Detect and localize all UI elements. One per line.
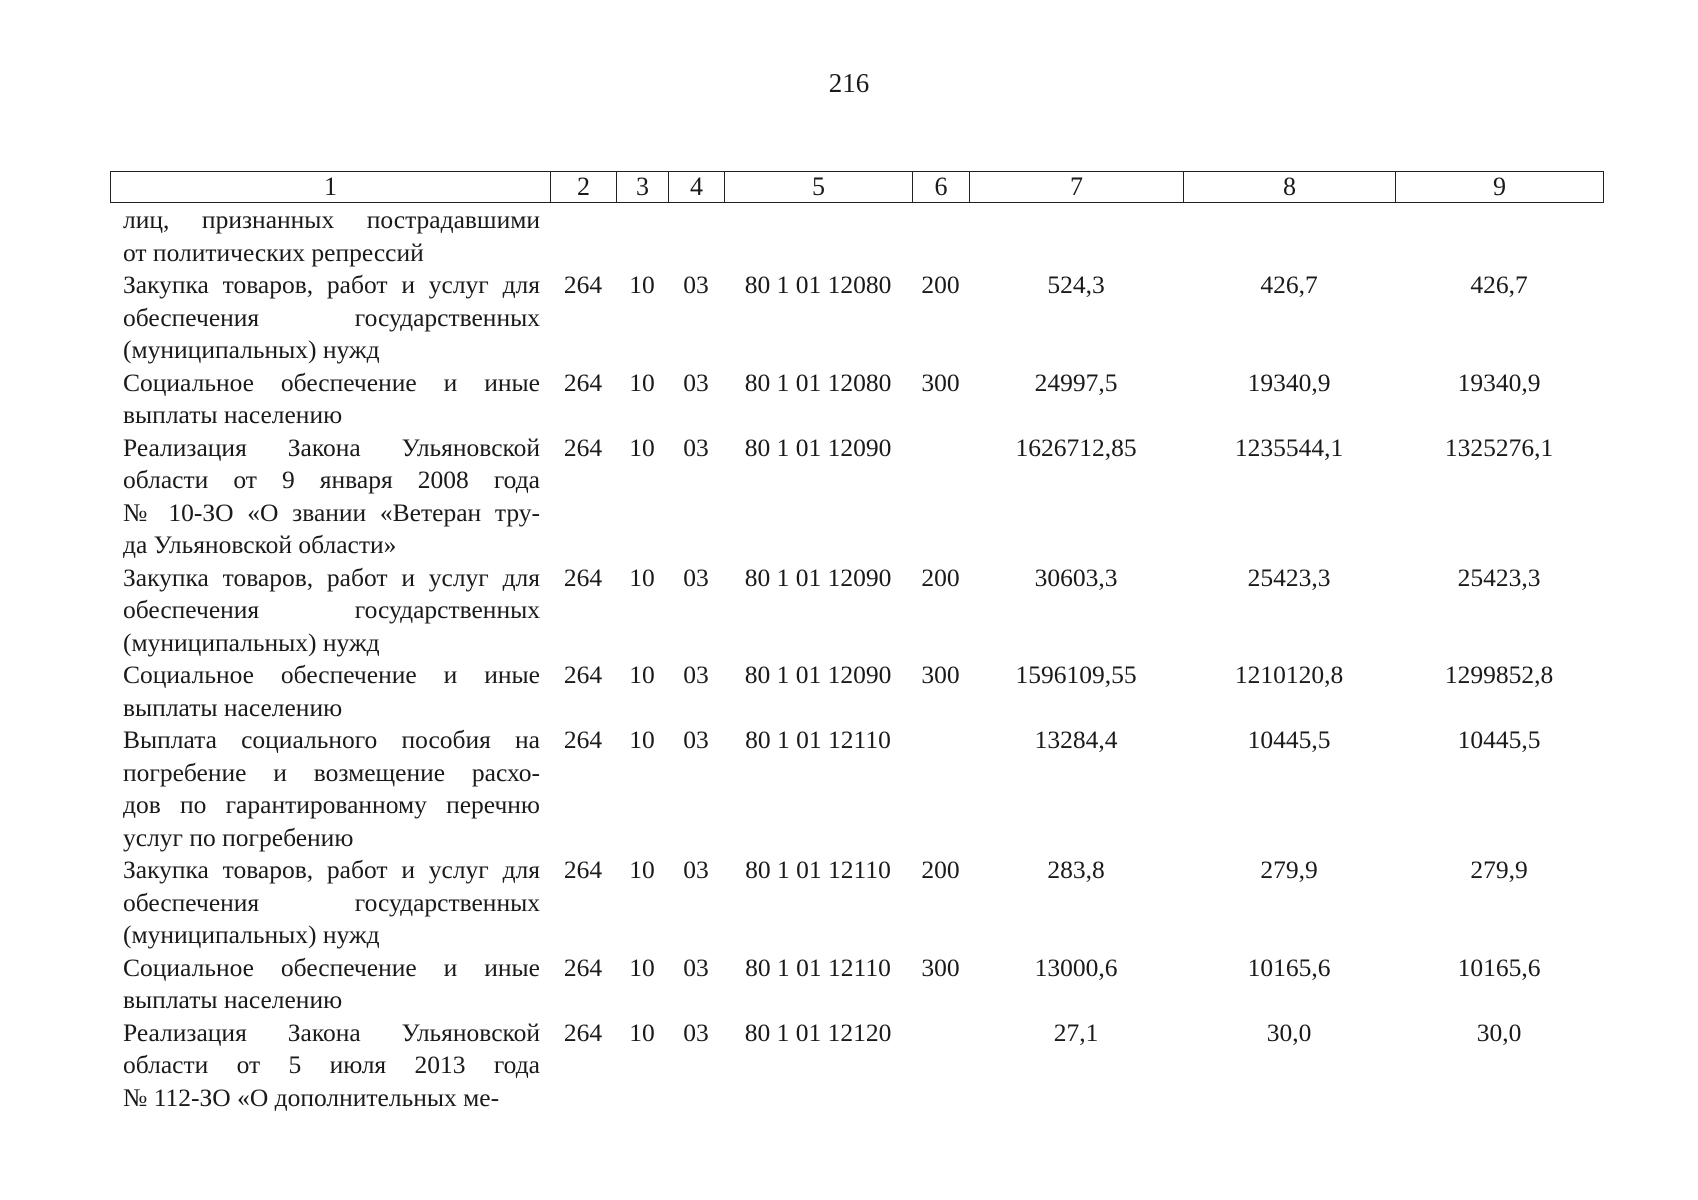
description-line: услуг по погребению <box>123 822 354 852</box>
amount-col-9: 1299852,8 <box>1444 660 1554 689</box>
amount-col-9: 426,7 <box>1470 270 1528 299</box>
description-line: Социальное обеспечение и иные <box>123 367 540 397</box>
header-col-4: 4 <box>669 172 725 203</box>
amount-col-7 <box>969 204 1183 269</box>
amount-col-9: 279,9 <box>1470 855 1528 884</box>
description-line: области от 5 июля 2013 года <box>123 1050 540 1079</box>
ministry-code: 264 <box>563 367 603 397</box>
description-line: Социальное обеспечение и иные <box>123 952 540 982</box>
amount-col-8 <box>1183 204 1395 269</box>
section-code: 10 <box>629 562 655 592</box>
header-col-3: 3 <box>617 172 669 203</box>
column-number-header <box>110 171 1604 203</box>
section-code <box>616 204 668 269</box>
header-col-6: 6 <box>913 172 970 203</box>
amount-col-8: 19340,9 <box>1247 367 1331 397</box>
header-col-1: 1 <box>111 172 551 203</box>
table-row <box>110 854 1603 952</box>
amount-col-8: 1210120,8 <box>1234 660 1344 689</box>
target-article-code: 80 1 01 12110 <box>745 952 891 982</box>
ministry-code: 264 <box>563 562 603 592</box>
expense-type-code: 200 <box>921 270 960 299</box>
ministry-code: 264 <box>563 270 603 299</box>
ministry-code <box>550 204 616 269</box>
subsection-code <box>668 204 724 269</box>
subsection-code: 03 <box>683 1017 709 1047</box>
header-col-9: 9 <box>1396 172 1604 203</box>
row-description <box>110 432 550 562</box>
description-line: (муниципальных) нужд <box>123 335 380 364</box>
page-number: 216 <box>828 68 870 98</box>
row-description <box>110 724 550 854</box>
row-description <box>110 269 550 367</box>
target-article-code: 80 1 01 12080 <box>744 367 892 397</box>
amount-col-8: 426,7 <box>1260 270 1318 299</box>
row-description <box>110 204 550 269</box>
description-line: выплаты населению <box>123 400 343 429</box>
amount-col-8: 10445,5 <box>1247 725 1331 754</box>
expense-type-code: 300 <box>921 660 960 689</box>
expense-type-code <box>912 432 969 562</box>
target-article-code: 80 1 01 12090 <box>744 660 892 689</box>
amount-col-7: 524,3 <box>1047 270 1105 299</box>
description-line: № 112-ЗО «О дополнительных ме- <box>123 1082 500 1112</box>
amount-col-7: 1626712,85 <box>1015 432 1137 462</box>
section-code: 10 <box>629 270 655 299</box>
amount-col-8: 30,0 <box>1266 1017 1312 1047</box>
section-code: 10 <box>629 952 655 982</box>
header-col-7: 7 <box>970 172 1184 203</box>
amount-col-9: 30,0 <box>1476 1017 1522 1047</box>
section-code: 10 <box>629 432 655 462</box>
subsection-code: 03 <box>683 952 709 982</box>
description-line: Реализация Закона Ульяновской <box>123 432 540 462</box>
description-line: Социальное обеспечение и иные <box>123 660 540 689</box>
target-article-code: 80 1 01 12090 <box>744 562 892 592</box>
table-row <box>110 1017 1603 1115</box>
amount-col-8: 279,9 <box>1260 855 1318 884</box>
ministry-code: 264 <box>563 432 603 462</box>
ministry-code: 264 <box>563 1017 603 1047</box>
description-line: Закупка товаров, работ и услуг для <box>123 562 540 592</box>
amount-col-7: 24997,5 <box>1034 367 1118 397</box>
ministry-code: 264 <box>563 725 603 754</box>
amount-col-9 <box>1395 204 1603 269</box>
ministry-code: 264 <box>563 660 603 689</box>
row-description <box>110 367 550 432</box>
header-col-8: 8 <box>1184 172 1396 203</box>
expense-type-code: 200 <box>921 855 960 884</box>
header-col-5: 5 <box>725 172 913 203</box>
amount-col-7: 13000,6 <box>1034 952 1118 982</box>
table-row <box>110 367 1603 432</box>
description-line: выплаты населению <box>123 692 343 722</box>
table-row <box>110 432 1603 562</box>
expense-type-code <box>912 724 969 854</box>
section-code: 10 <box>629 1017 655 1047</box>
description-line: № 10-ЗО «О звании «Ветеран тру- <box>123 497 540 527</box>
table-row <box>110 659 1603 724</box>
description-line: выплаты населению <box>123 985 343 1014</box>
description-line: области от 9 января 2008 года <box>123 465 540 494</box>
description-line: (муниципальных) нужд <box>123 920 380 949</box>
section-code: 10 <box>629 855 655 884</box>
expense-type-code <box>912 204 969 269</box>
description-line: (муниципальных) нужд <box>123 627 380 657</box>
expense-type-code <box>912 1017 969 1115</box>
row-description <box>110 952 550 1017</box>
description-line: Закупка товаров, работ и услуг для <box>123 270 540 299</box>
target-article-code <box>724 204 912 269</box>
table-row <box>110 724 1603 854</box>
subsection-code: 03 <box>683 367 709 397</box>
amount-col-7: 283,8 <box>1047 855 1105 884</box>
amount-col-7: 13284,4 <box>1034 725 1118 754</box>
section-code: 10 <box>629 367 655 397</box>
subsection-code: 03 <box>683 660 709 689</box>
target-article-code: 80 1 01 12110 <box>745 855 891 884</box>
table-row <box>110 269 1603 367</box>
amount-col-9: 25423,3 <box>1457 562 1541 592</box>
target-article-code: 80 1 01 12090 <box>744 432 892 462</box>
description-line: Реализация Закона Ульяновской <box>123 1017 540 1047</box>
amount-col-8: 25423,3 <box>1247 562 1331 592</box>
description-line: Закупка товаров, работ и услуг для <box>123 855 540 884</box>
row-description <box>110 659 550 724</box>
amount-col-7: 27,1 <box>1053 1017 1099 1047</box>
description-line: погребение и возмещение расхо- <box>123 757 540 787</box>
description-line: обеспечения государственных <box>123 595 540 624</box>
description-line: Выплата социального пособия на <box>123 725 540 754</box>
target-article-code: 80 1 01 12080 <box>744 270 892 299</box>
expense-type-code: 300 <box>921 952 960 982</box>
description-line: от политических репрессий <box>123 237 424 267</box>
description-line: лиц, признанных пострадавшими <box>123 205 540 234</box>
amount-col-9: 10445,5 <box>1457 725 1541 754</box>
ministry-code: 264 <box>563 855 603 884</box>
expense-type-code: 200 <box>921 562 960 592</box>
amount-col-9: 10165,6 <box>1457 952 1541 982</box>
subsection-code: 03 <box>683 270 709 299</box>
amount-col-7: 30603,3 <box>1034 562 1118 592</box>
description-line: да Ульяновской области» <box>123 530 397 559</box>
target-article-code: 80 1 01 12120 <box>744 1017 892 1047</box>
description-line: обеспечения государственных <box>123 302 540 332</box>
description-line: дов по гарантированному перечню <box>123 790 540 819</box>
row-description <box>110 854 550 952</box>
amount-col-9: 19340,9 <box>1457 367 1541 397</box>
subsection-code: 03 <box>683 562 709 592</box>
amount-col-7: 1596109,55 <box>1015 660 1137 689</box>
row-description <box>110 1017 550 1115</box>
subsection-code: 03 <box>683 855 709 884</box>
ministry-code: 264 <box>563 952 603 982</box>
amount-col-8: 1235544,1 <box>1234 432 1344 462</box>
table-row <box>110 952 1603 1017</box>
description-line: обеспечения государственных <box>123 887 540 917</box>
table-row <box>110 562 1603 660</box>
target-article-code: 80 1 01 12110 <box>745 725 891 754</box>
expense-type-code: 300 <box>921 367 960 397</box>
subsection-code: 03 <box>683 432 709 462</box>
amount-col-9: 1325276,1 <box>1444 432 1554 462</box>
header-col-2: 2 <box>551 172 617 203</box>
row-description <box>110 562 550 660</box>
section-code: 10 <box>629 660 655 689</box>
subsection-code: 03 <box>683 725 709 754</box>
amount-col-8: 10165,6 <box>1247 952 1331 982</box>
budget-table <box>110 204 1603 1114</box>
section-code: 10 <box>629 725 655 754</box>
table-row <box>110 204 1603 269</box>
table-body <box>110 204 1603 1114</box>
